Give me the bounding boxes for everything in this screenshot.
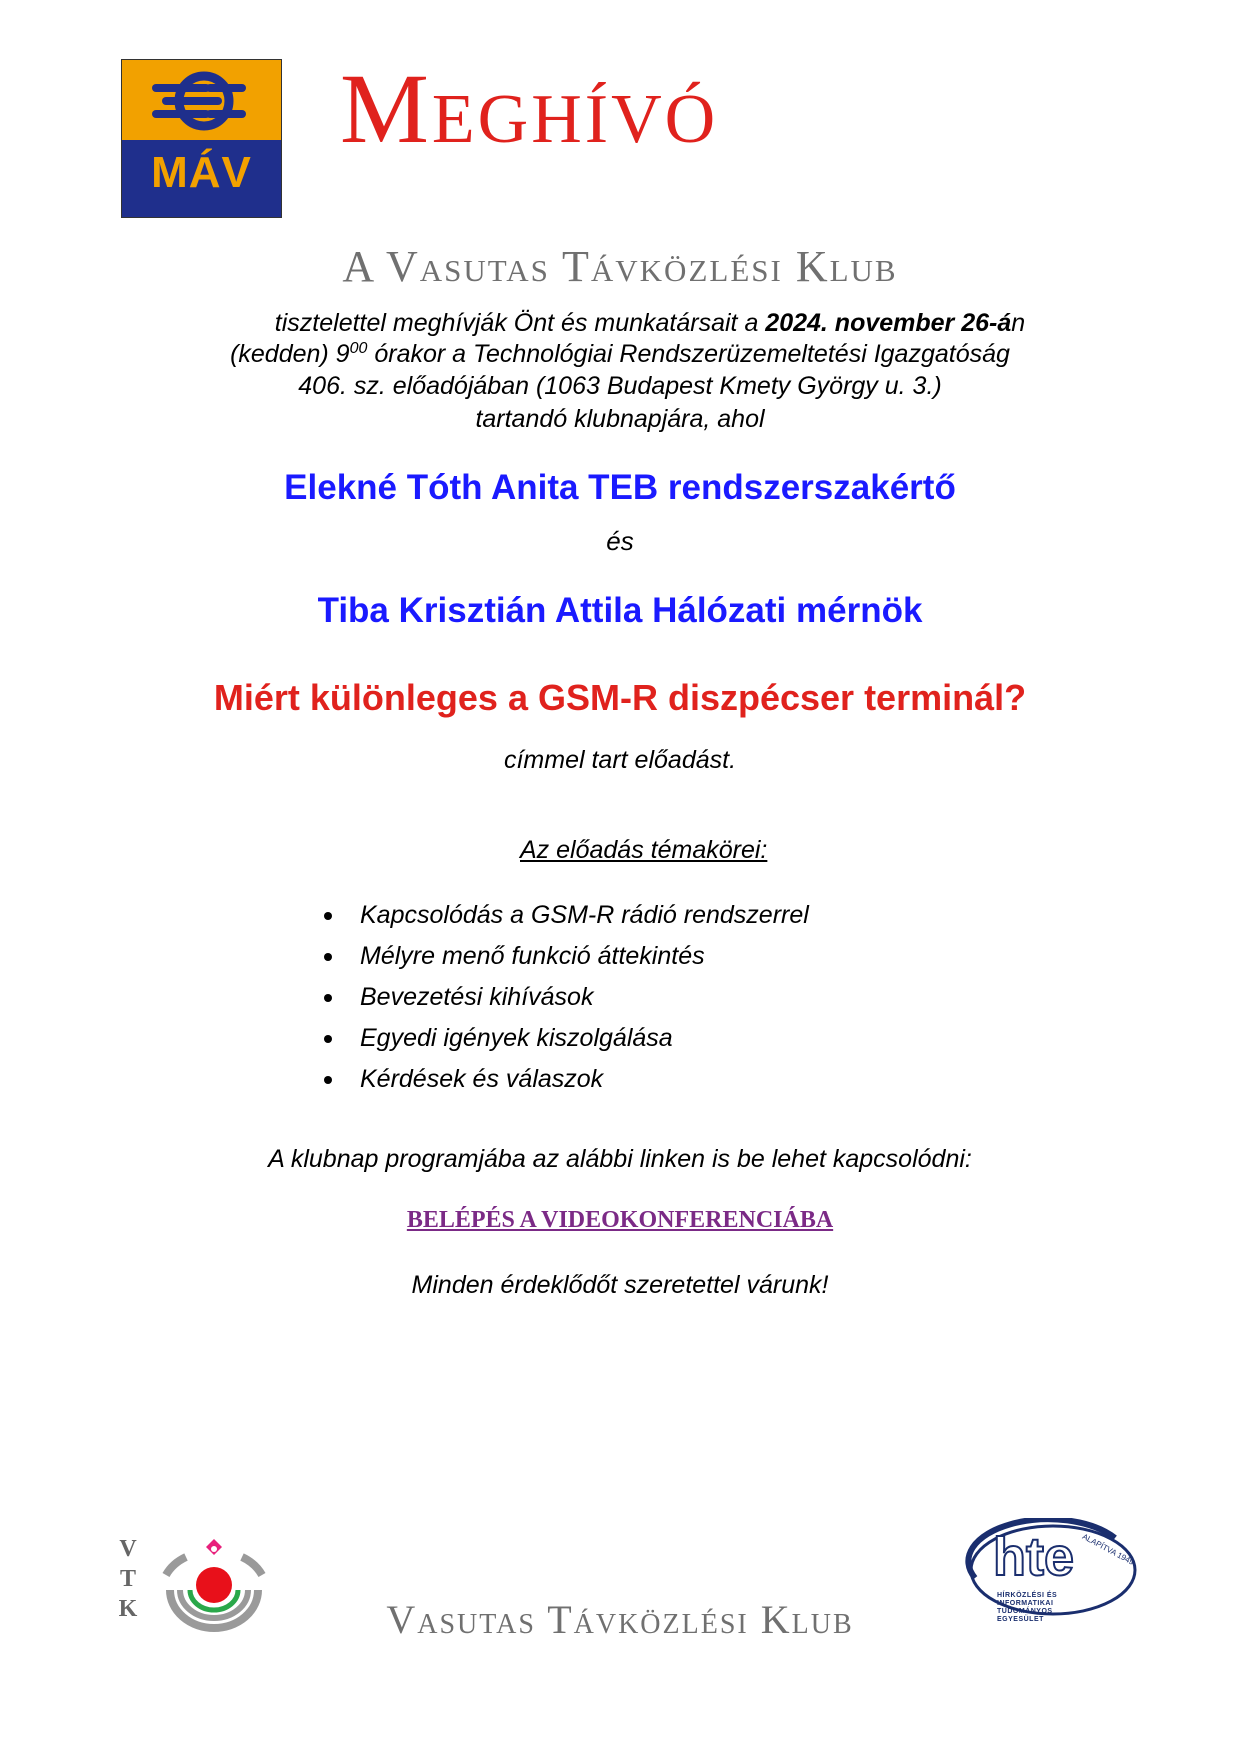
topics-heading: Az előadás témakörei:: [520, 836, 768, 864]
time-superscript: 00: [349, 340, 368, 357]
talk-subtitle: címmel tart előadást.: [503, 746, 737, 774]
footer-club-name: Vasutas Távközlési Klub: [386, 1597, 854, 1642]
list-item: Kérdések és válaszok: [320, 1064, 1020, 1105]
page-title: Meghívó: [340, 53, 719, 164]
bullet-icon: [324, 912, 332, 920]
list-item: Mélyre menő funkció áttekintés: [320, 941, 1020, 982]
speaker-first: Elekné Tóth Anita TEB rendszerszakértő: [284, 468, 956, 507]
mav-wings-icon: [122, 60, 281, 140]
speaker-second: Tiba Krisztián Attila Hálózati mérnök: [317, 591, 923, 630]
vtk-letter-t: T: [119, 1566, 136, 1592]
list-item: Egyedi igények kiszolgálása: [320, 1023, 1020, 1064]
vtk-logo: [117, 1535, 277, 1635]
hte-line: HÍRKÖZLÉSI ÉS: [997, 1592, 1058, 1599]
mav-logo: [121, 59, 282, 218]
mav-logo-base: [122, 140, 281, 217]
bullet-icon: [324, 1035, 332, 1043]
topics-list: [320, 900, 1020, 1105]
list-item: Bevezetési kihívások: [320, 982, 1020, 1023]
hte-wordmark: hte: [993, 1527, 1074, 1587]
hte-founded: ALAPÍTVA 1949: [1080, 1532, 1136, 1567]
vtk-letter-v: V: [119, 1536, 137, 1562]
talk-title: Miért különleges a GSM-R diszpécser terminál?: [213, 677, 1027, 718]
list-item: Kapcsolódás a GSM-R rádió rendszerrel: [320, 900, 1020, 941]
event-date: 2024. november 26-á: [765, 309, 1012, 337]
intro-line-3: 406. sz. előadójában (1063 Budapest Kmety György u. 3.): [298, 372, 942, 400]
bullet-icon: [324, 953, 332, 961]
closing-text: Minden érdeklődőt szeretettel várunk!: [411, 1271, 829, 1299]
speaker-conjunction: és: [606, 526, 634, 556]
hte-line: INFORMATIKAI: [997, 1600, 1054, 1607]
intro-line-1: tisztelettel meghívják Önt és munkatársait a 2024. november 26-án: [274, 309, 1026, 337]
intro-line-2: (kedden) $9^{00}$ órakor a Technológiai Rendszerüzemeltetési Igazgatóság: [230, 340, 1010, 368]
vtk-letter-k: K: [118, 1596, 138, 1622]
vtk-emblem-icon: [152, 1535, 277, 1635]
intro-line-4: tartandó klubnapjára, ahol: [475, 405, 765, 433]
hte-line: TUDOMÁNYOS: [997, 1608, 1053, 1615]
hte-logo: [965, 1518, 1145, 1628]
videoconference-link[interactable]: BELÉPÉS A VIDEOKONFERENCIÁBA: [406, 1207, 834, 1233]
mav-logo-text: MÁV: [151, 148, 252, 197]
club-heading: A Vasutas Távközlési Klub: [342, 242, 898, 291]
mav-logo-emblem: [122, 60, 281, 140]
link-intro: A klubnap programjába az alábbi linken is be lehet kapcsolódni:: [268, 1145, 972, 1173]
bullet-icon: [324, 994, 332, 1002]
bullet-icon: [324, 1076, 332, 1084]
hte-line: EGYESÜLET: [997, 1616, 1044, 1623]
